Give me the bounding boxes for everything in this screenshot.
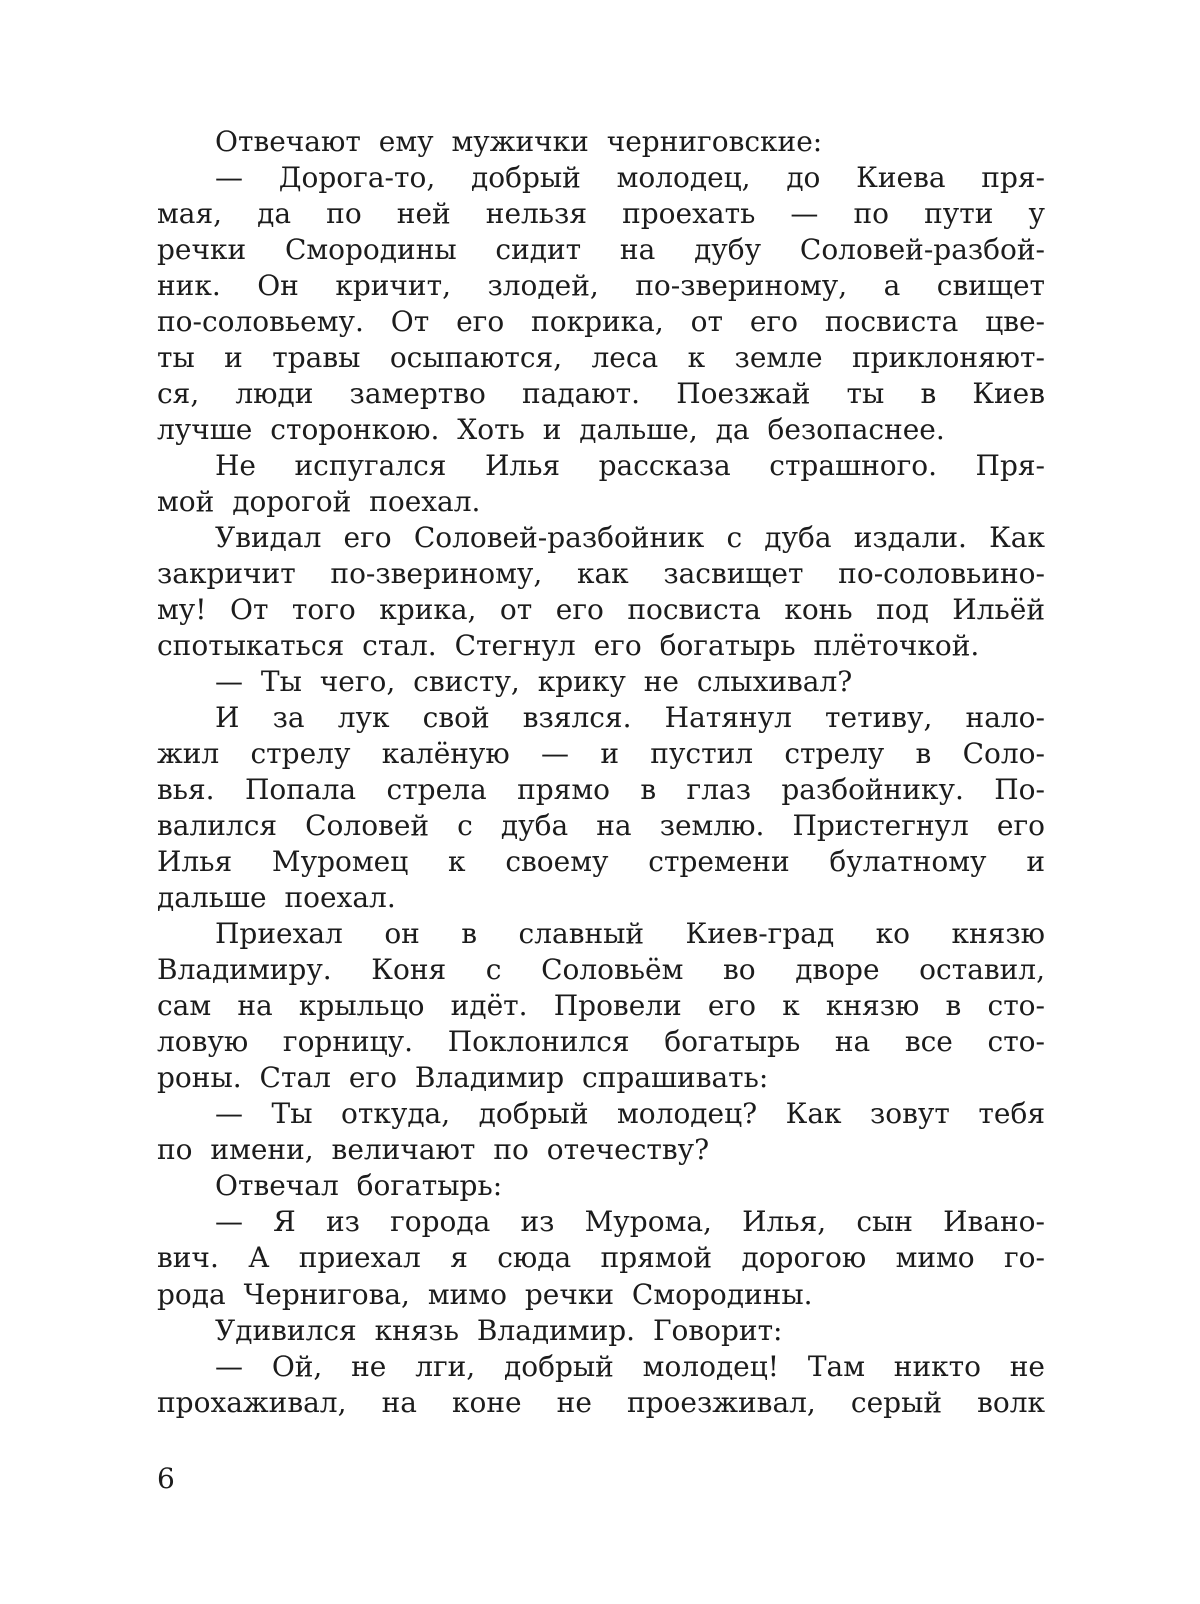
text-line: по имени, величают по отечеству? xyxy=(157,1133,710,1167)
text-line: прохаживал, на коне не проезживал, серый волк xyxy=(157,1385,1045,1419)
text-line: му! От того крика, от его посвиста конь под Ильёй xyxy=(157,593,1045,627)
body-text xyxy=(157,124,1045,1421)
text-line: мой дорогой поехал. xyxy=(157,485,481,519)
text-line: жил стрелу калёную — и пустил стрелу в Соло- xyxy=(157,737,1045,771)
text-line: вич. А приехал я сюда прямой дорогою мимо го- xyxy=(157,1241,1045,1275)
text-line: И за лук свой взялся. Натянул тетиву, нало- xyxy=(215,701,1045,735)
text-line: мая, да по ней нельзя проехать — по пути у xyxy=(157,197,1045,231)
text-line: Илья Муромец к своему стремени булатному и xyxy=(157,845,1045,879)
text-line: ты и травы осыпаются, леса к земле приклоняют- xyxy=(157,341,1045,375)
text-line: речки Смородины сидит на дубу Соловей-разбой- xyxy=(157,233,1045,267)
text-line: Удивился князь Владимир. Говорит: xyxy=(215,1313,783,1347)
text-line: — Ой, не лги, добрый молодец! Там никто не xyxy=(215,1349,1045,1383)
text-line: Приехал он в славный Киев-град ко князю xyxy=(215,917,1045,951)
text-line: Владимиру. Коня с Соловьём во дворе оставил, xyxy=(157,953,1045,987)
text-line: Отвечал богатырь: xyxy=(215,1169,503,1203)
text-line: валился Соловей с дуба на землю. Пристегнул его xyxy=(157,809,1045,843)
text-line: ся, люди замертво падают. Поезжай ты в Киев xyxy=(157,377,1045,411)
text-line: — Ты откуда, добрый молодец? Как зовут тебя xyxy=(215,1097,1045,1131)
text-line: закричит по-звериному, как засвищет по-соловьино- xyxy=(157,557,1045,591)
text-line: — Дорога-то, добрый молодец, до Киева пря- xyxy=(215,161,1045,195)
text-line: спотыкаться стал. Стегнул его богатырь плёточкой. xyxy=(157,629,980,663)
text-line: ник. Он кричит, злодей, по-звериному, а свищет xyxy=(157,269,1045,303)
text-line: Не испугался Илья рассказа страшного. Пря- xyxy=(215,449,1045,483)
text-line: Отвечают ему мужички черниговские: xyxy=(215,125,823,158)
text-line: вья. Попала стрела прямо в глаз разбойнику. По- xyxy=(157,773,1045,807)
text-line: сам на крыльцо идёт. Провели его к князю в сто- xyxy=(157,989,1045,1023)
text-line: — Я из города из Мурома, Илья, сын Ивано- xyxy=(215,1205,1045,1239)
text-line: — Ты чего, свисту, крику не слыхивал? xyxy=(215,665,853,699)
text-line: дальше поехал. xyxy=(157,881,396,915)
text-line: ловую горницу. Поклонился богатырь на все сто- xyxy=(157,1025,1045,1059)
page-number: 6 xyxy=(157,1462,175,1495)
text-line: роны. Стал его Владимир спрашивать: xyxy=(157,1061,769,1095)
text-line: Увидал его Соловей-разбойник с дуба издали. Как xyxy=(215,521,1045,555)
text-line: по-соловьему. От его покрика, от его посвиста цве- xyxy=(157,305,1045,339)
text-line: рода Чернигова, мимо речки Смородины. xyxy=(157,1277,813,1311)
text-line: лучше сторонкою. Хоть и дальше, да безопаснее. xyxy=(157,413,945,447)
